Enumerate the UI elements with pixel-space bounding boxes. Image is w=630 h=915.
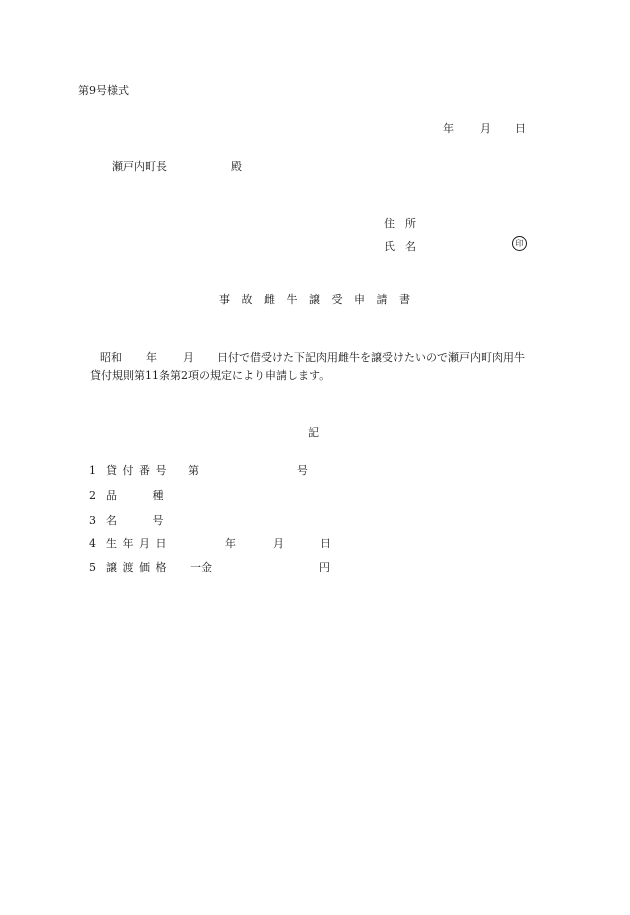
item-number: 1 — [89, 464, 96, 477]
body-month: 月 — [183, 351, 194, 364]
price-prefix: 一金 — [190, 561, 212, 574]
body-rest-line1: 日付で借受けた下記肉用雌牛を譲受けたいので瀬戸内町肉用牛 — [217, 351, 525, 364]
addressee-name: 瀬戸内町長 — [112, 160, 167, 173]
date-month-label: 月 — [480, 122, 491, 135]
ki-heading: 記 — [308, 426, 319, 439]
seal-mark: 印 — [512, 236, 527, 251]
item-label-loan-number: 貸付番号 — [106, 464, 172, 477]
loan-number-suffix: 号 — [297, 464, 308, 477]
price-suffix: 円 — [319, 561, 330, 574]
form-number: 第9号様式 — [78, 84, 129, 97]
date-year-label: 年 — [443, 122, 454, 135]
document-title: 事故雌牛譲受申請書 — [219, 293, 422, 306]
item-label-breed: 品 種 — [106, 489, 180, 502]
birth-month-label: 月 — [273, 537, 284, 550]
item-label-registered-name: 名 号 — [106, 514, 180, 527]
date-day-label: 日 — [515, 122, 526, 135]
item-label-transfer-price: 譲渡価格 — [106, 561, 172, 574]
loan-number-prefix: 第 — [188, 464, 199, 477]
body-line-2: 貸付規則第11条第2項の規定により申請します。 — [90, 369, 331, 382]
body-showa: 昭和 — [100, 351, 122, 364]
applicant-name-label: 氏名 — [384, 240, 426, 253]
addressee-honorific: 殿 — [231, 160, 242, 173]
item-label-birth-date: 生年月日 — [106, 537, 172, 550]
item-number: 4 — [89, 537, 96, 550]
birth-day-label: 日 — [320, 537, 331, 550]
item-number: 2 — [89, 489, 96, 502]
birth-year-label: 年 — [225, 537, 236, 550]
item-number: 3 — [89, 514, 96, 527]
body-line-1 — [100, 351, 525, 365]
item-number: 5 — [89, 561, 96, 574]
applicant-address-label: 住所 — [384, 217, 426, 230]
body-year: 年 — [146, 351, 157, 364]
